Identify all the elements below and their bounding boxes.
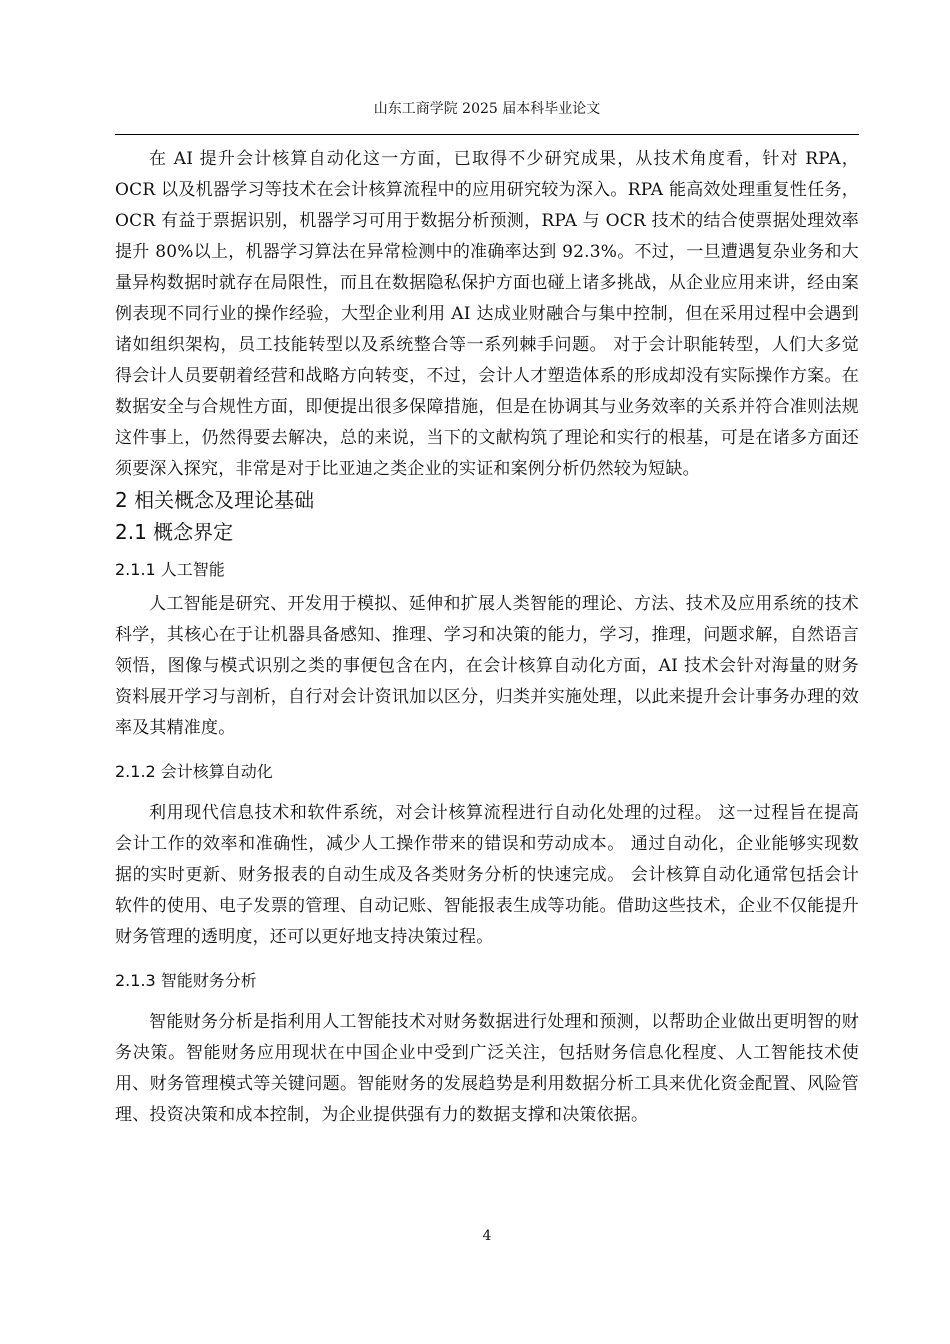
- header-rule: [115, 134, 859, 135]
- subsection-paragraph-ai: 人工智能是研究、开发用于模拟、延伸和扩展人类智能的理论、方法、技术及应用系统的技术科学，其核心在于让机器具备感知、推理、学习和决策的能力，学习，推理，问题求解，自然语言领悟，图像与模式识别之类的事便包含在内，在会计核算自动化方面，AI 技术会针对海量的财务资料展开学习与剖析，自行对会计资讯加以区分，归类并实施处理，以此来提升会计事务办理的效率及其精准度。: [115, 594, 859, 738]
- page-number: 4: [482, 1228, 492, 1244]
- subsection-heading-ai: 2.1.1 人工智能: [115, 560, 225, 579]
- section-heading: 2.1 概念界定: [115, 520, 234, 544]
- subsection-paragraph-analysis: 智能财务分析是指利用人工智能技术对财务数据进行处理和预测，以帮助企业做出更明智的财务决策。智能财务应用现状在中国企业中受到广泛关注，包括财务信息化程度、人工智能技术使用、财务管理模式等关键问题。智能财务的发展趋势是利用数据分析工具来优化资金配置、风险管理、投资决策和成本控制，为企业提供强有力的数据支撑和决策依据。: [115, 1012, 859, 1125]
- chapter-heading: 2 相关概念及理论基础: [115, 488, 315, 512]
- page-content: [115, 142, 859, 1131]
- subsection-heading-automation: 2.1.2 会计核算自动化: [115, 762, 273, 781]
- subsection-heading-analysis: 2.1.3 智能财务分析: [115, 971, 257, 990]
- intro-paragraph: 在 AI 提升会计核算自动化这一方面，已取得不少研究成果，从技术角度看，针对 RPA，OCR 以及机器学习等技术在会计核算流程中的应用研究较为深入。RPA 能高效处理重复性任务，OCR 有益于票据识别，机器学习可用于数据分析预测，RPA 与 OCR 技术的结合使票据处理效率提升 80%以上，机器学习算法在异常检测中的准确率达到 92.3%。不过，一旦遭遇复杂业务和大量异构数据时就存在局限性，而且在数据隐私保护方面也碰上诸多挑战，从企业应用来讲，经由案例表现不同行业的操作经验，大型企业利用 AI 达成业财融合与集中控制，但在采用过程中会遇到诸如组织架构，员工技能转型以及系统整合等一系列棘手问题。 对于会计职能转型，人们大多觉得会计人员要朝着经营和战略方向转变，不过，会计人才塑造体系的形成却没有实际操作方案。在数据安全与合规性方面，即便提出很多保障措施，但是在协调其与业务效率的关系并符合准则法规这件事上，仍然得要去解决，总的来说，当下的文献构筑了理论和实行的根基，可是在诸多方面还须要深入探究，非常是对于比亚迪之类企业的实证和案例分析仍然较为短缺。: [115, 149, 859, 479]
- running-header: 山东工商学院 2025 届本科毕业论文: [373, 101, 601, 117]
- subsection-paragraph-automation: 利用现代信息技术和软件系统，对会计核算流程进行自动化处理的过程。 这一过程旨在提高会计工作的效率和准确性，减少人工操作带来的错误和劳动成本。 通过自动化，企业能够实现数据的实时更新、财务报表的自动生成及各类财务分析的快速完成。 会计核算自动化通常包括会计软件的使用、电子发票的管理、自动记账、智能报表生成等功能。借助这些技术，企业不仅能提升财务管理的透明度，还可以更好地支持决策过程。: [115, 803, 859, 947]
